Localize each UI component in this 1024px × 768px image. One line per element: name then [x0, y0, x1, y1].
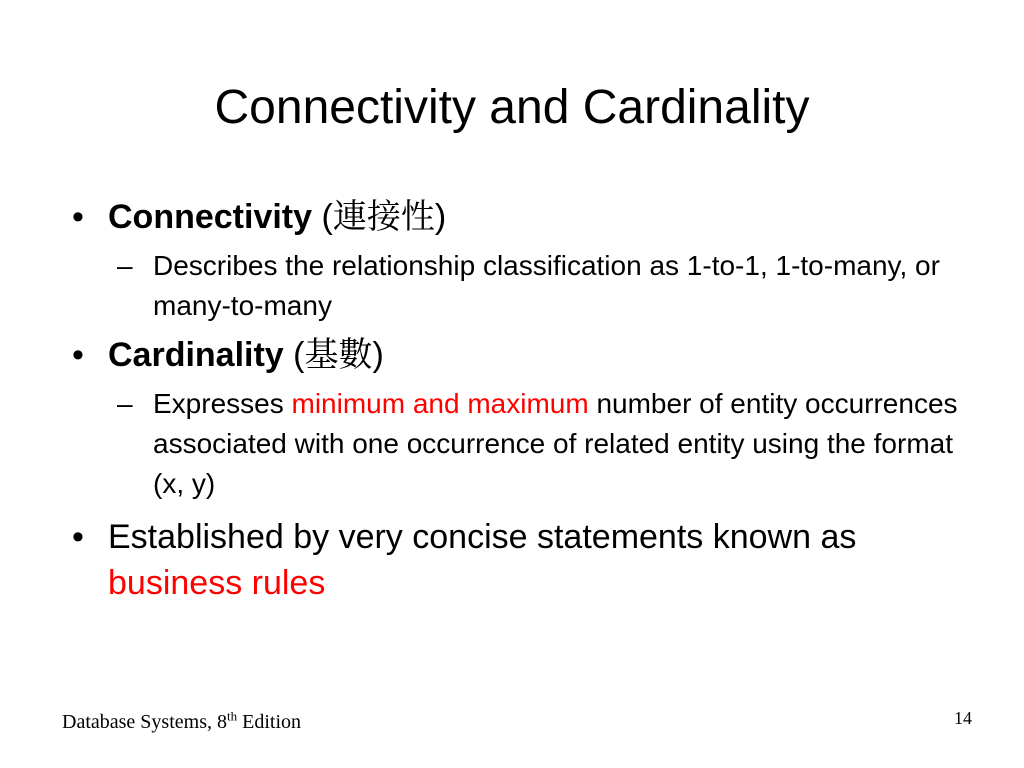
slide-title: Connectivity and Cardinality	[214, 81, 810, 134]
footer-superscript: th	[226, 708, 238, 724]
dash-marker: –	[117, 250, 133, 281]
cardinality-term: Cardinality	[108, 336, 284, 374]
cardinality-highlight: minimum and maximum	[291, 388, 589, 419]
dash-marker: –	[117, 388, 133, 419]
sub-bullet-cardinality-description	[72, 384, 982, 504]
connectivity-description: Describes the relationship classification as 1-to-1, 1-to-many, or many-to-many	[153, 250, 940, 321]
page-number: 14	[954, 708, 972, 728]
bullet-marker: •	[72, 518, 84, 556]
business-rules-text: Established by very concise statements known as	[108, 518, 857, 556]
footer-source	[62, 708, 301, 736]
bullet-marker: •	[72, 336, 84, 374]
bullet-business-rules	[72, 514, 982, 606]
sub-bullet-connectivity-description	[72, 246, 982, 326]
business-rules-highlight: business rules	[108, 564, 326, 602]
cardinality-description-start: Expresses	[153, 388, 292, 419]
bullet-marker: •	[72, 198, 84, 236]
slide-body	[72, 194, 982, 606]
cardinality-description-end: number of entity occurrences associated with one occurrence of related entity using the format (x, y)	[153, 388, 958, 499]
footer-text-end: Edition	[237, 711, 301, 733]
bullet-connectivity	[72, 194, 982, 240]
connectivity-term: Connectivity	[108, 198, 313, 236]
footer-text-start: Database Systems, 8	[62, 711, 227, 733]
bullet-cardinality	[72, 332, 982, 378]
connectivity-term-note: (連接性)	[312, 198, 447, 236]
cardinality-term-note: (基數)	[283, 336, 384, 374]
